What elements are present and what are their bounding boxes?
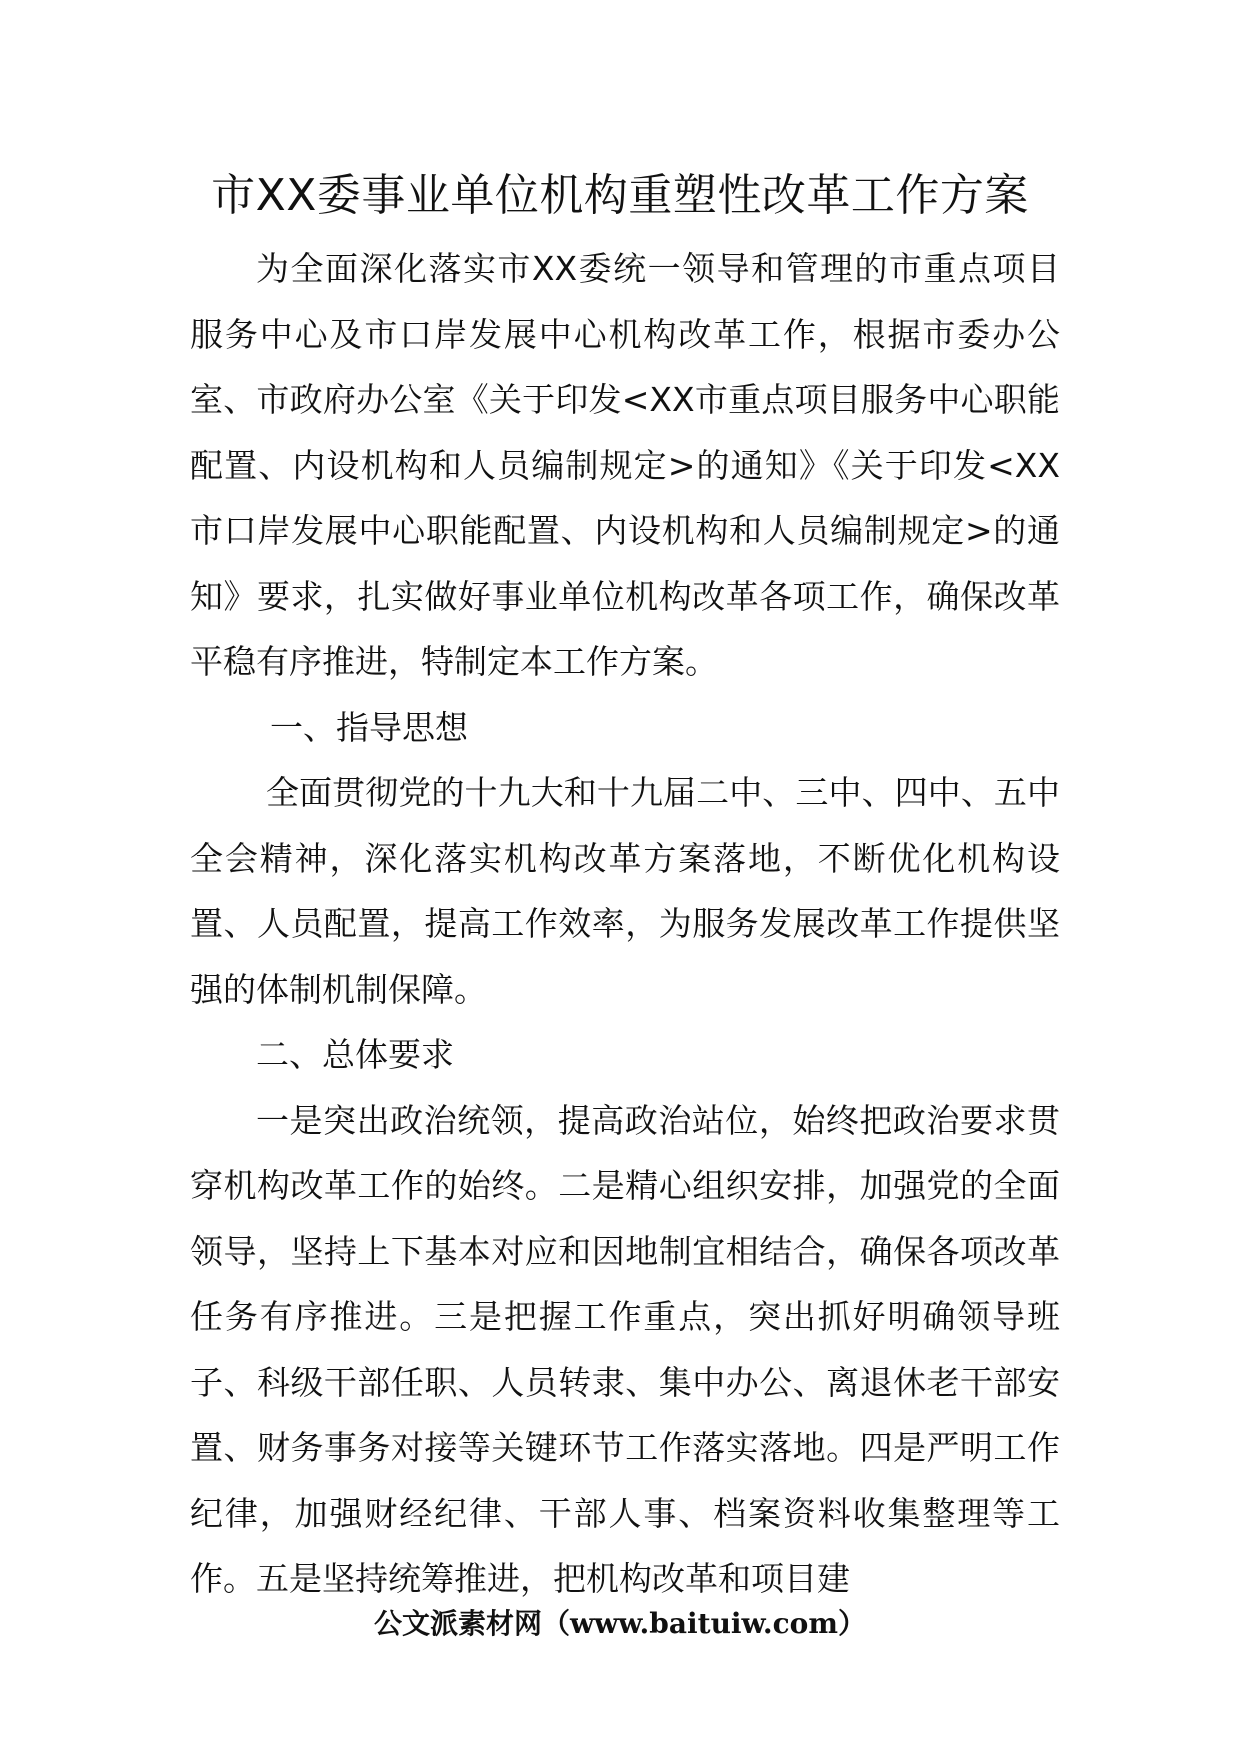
section-heading-guiding-ideology: 一、指导思想 [270,707,468,747]
guiding-ideology-paragraph: 全面贯彻党的十九大和十九届二中、三中、四中、五中全会精神，深化落实机构改革方案落地，不断优化机构设置、人员配置，提高工作效率，为服务发展改革工作提供坚强的体制机制保障。 [190,773,1060,1009]
page-footer-source: 公文派素材网（www.baituiw.com） [374,1607,866,1640]
intro-paragraph: 为全面深化落实市XX委统一领导和管理的市重点项目服务中心及市口岸发展中心机构改革工作，根据市委办公室、市政府办公室《关于印发<XX市重点项目服务中心职能配置、内设机构和人员编制规定>的通知》《关于印发<XX市口岸发展中心职能配置、内设机构和人员编制规定>的通知》要求，扎实做好事业单位机构改革各项工作，确保改革平稳有序推进，特制定本工作方案。 [190,249,1060,681]
general-requirements-paragraph: 一是突出政治统领，提高政治站位，始终把政治要求贯穿机构改革工作的始终。二是精心组织安排，加强党的全面领导，坚持上下基本对应和因地制宜相结合，确保各项改革任务有序推进。三是把握工作重点，突出抓好明确领导班子、科级干部任职、人员转隶、集中办公、离退休老干部安置、财务事务对接等关键环节工作落实落地。四是严明工作纪律，加强财经纪律、干部人事、档案资料收集整理等工作。五是坚持统筹推进，把机构改革和项目建 [190,1100,1060,1598]
document-body [190,236,1060,1612]
document-title: 市XX委事业单位机构重塑性改革工作方案 [211,170,1029,221]
section-heading-general-requirements: 二、总体要求 [256,1035,454,1074]
